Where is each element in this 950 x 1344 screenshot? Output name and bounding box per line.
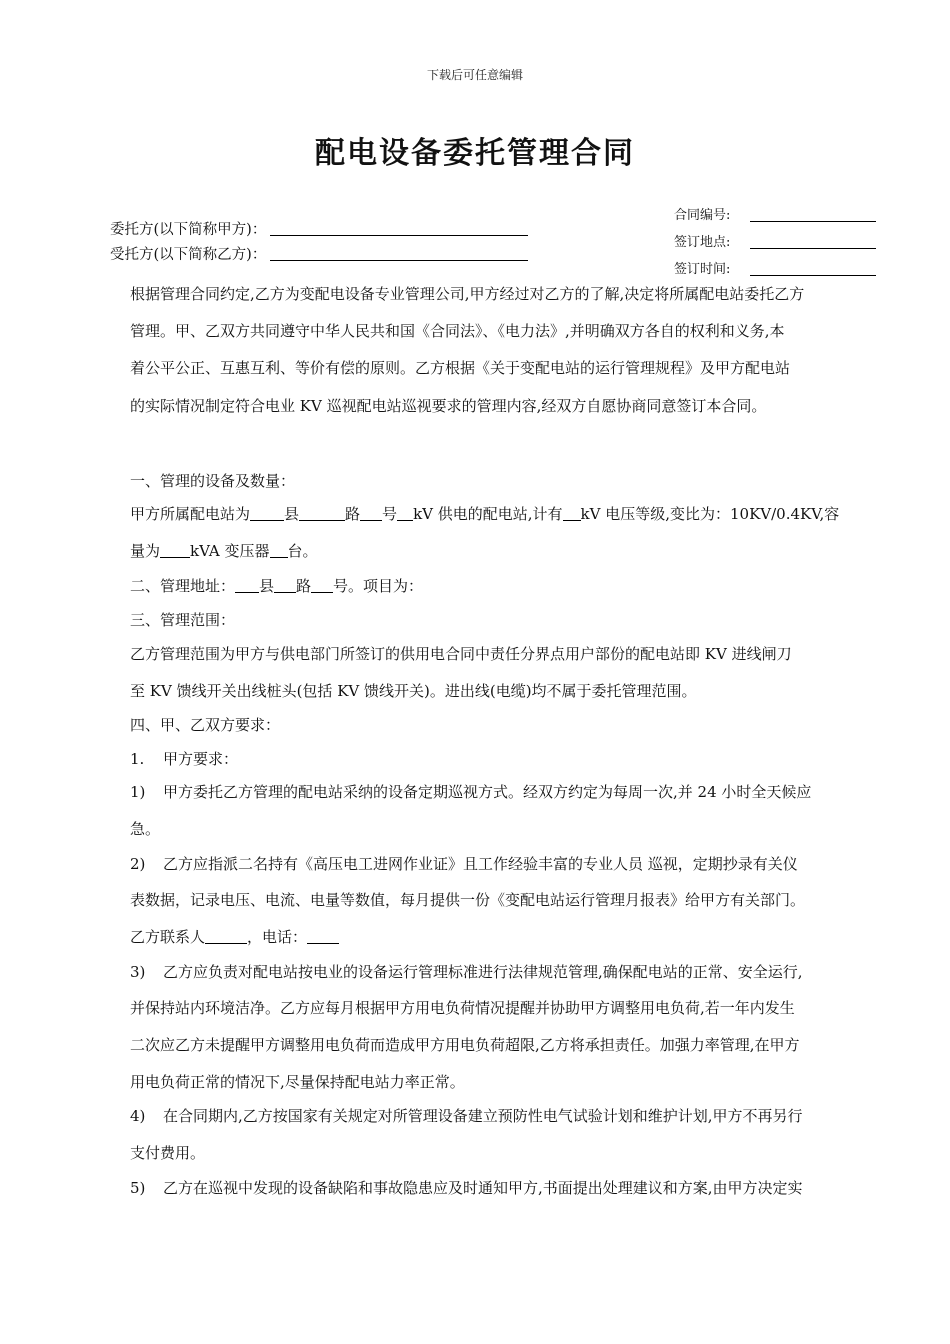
blank-phone[interactable] <box>307 929 339 944</box>
text: 乙方应指派二名持有《高压电工进网作业证》且工作经验丰富的专业人员 巡视，定期抄录有关仪 <box>163 855 798 873</box>
item-4-line-1 <box>130 1106 890 1126</box>
sign-time-label: 签订时间: <box>674 262 731 277</box>
text: 路 <box>296 577 312 595</box>
party-b-label: 受托方(以下简称乙方)： <box>110 247 267 263</box>
header-note: 下载后可任意编辑 <box>426 68 523 82</box>
blank-address-road[interactable] <box>274 578 296 593</box>
item-3-line-1 <box>130 962 890 982</box>
text: 二、管理地址： <box>130 577 236 595</box>
blank-address-number[interactable] <box>311 578 333 593</box>
sign-place-label: 签订地点: <box>674 235 731 250</box>
section-3-heading: 三、管理范围： <box>130 611 236 629</box>
blank-road[interactable] <box>299 506 345 521</box>
sign-time-blank[interactable] <box>750 275 876 276</box>
intro-line-4: 的实际情况制定符合电业 KV 巡视配电站巡视要求的管理内容,经双方自愿协商同意签订本合同。 <box>130 397 767 415</box>
list-number: 4) <box>130 1107 146 1125</box>
section-1-line-1 <box>130 504 890 524</box>
section-1-heading: 一、管理的设备及数量： <box>130 472 296 490</box>
blank-kva[interactable] <box>160 543 190 558</box>
party-a-label: 委托方(以下简称甲方)： <box>110 222 267 238</box>
text: 县 <box>284 505 300 523</box>
party-b-row <box>110 243 528 264</box>
item-3-line-3: 二次应乙方未提醒甲方调整用电负荷而造成甲方用电负荷超限,乙方将承担责任。加强力率管理,在甲方 <box>130 1036 800 1054</box>
text: 甲方委托乙方管理的配电站采纳的设备定期巡视方式。经双方约定为每周一次,并 24 小时全天候应 <box>163 783 812 801</box>
item-3-line-2: 并保持站内环境洁净。乙方应每月根据甲方用电负荷情况提醒并协助甲方调整用电负荷,若一年内发生 <box>130 999 795 1017</box>
item-2-line-3 <box>130 927 890 947</box>
contract-no-row <box>674 204 730 223</box>
text: ，电话： <box>247 928 308 946</box>
text: kV 供电的配电站,计有 <box>413 505 563 523</box>
text: kV 电压等级,变比为：10KV/0.4KV,容 <box>580 505 840 523</box>
text: 号 <box>382 505 398 523</box>
text: 县 <box>259 577 275 595</box>
item-3-line-4: 用电负荷正常的情况下,尽量保持配电站力率正常。 <box>130 1073 465 1091</box>
item-4-line-2: 支付费用。 <box>130 1144 206 1162</box>
document-title: 配电设备委托管理合同 <box>315 136 635 171</box>
blank-contact-person[interactable] <box>205 929 247 944</box>
item-2-line-2: 表数据，记录电压、电流、电量等数值，每月提供一份《变配电站运行管理月报表》给甲方有关部门。 <box>130 891 806 909</box>
blank-address-county[interactable] <box>235 578 259 593</box>
section-4-sub-1 <box>130 749 890 769</box>
intro-line-3: 着公平公正、互惠互利、等价有偿的原则。乙方根据《关于变配电站的运行管理规程》及甲方配电站 <box>130 359 791 377</box>
party-a-row <box>110 218 528 239</box>
item-2-line-1 <box>130 854 890 874</box>
blank-county[interactable] <box>250 506 284 521</box>
list-number: 2) <box>130 855 146 873</box>
text: 台。 <box>287 542 318 560</box>
section-4-heading: 四、甲、乙双方要求： <box>130 716 281 734</box>
blank-kv-supply[interactable] <box>397 506 413 521</box>
section-1-line-2 <box>130 541 890 561</box>
text: 甲方要求： <box>163 750 239 768</box>
blank-number[interactable] <box>360 506 382 521</box>
section-3-line-1: 乙方管理范围为甲方与供电部门所签订的供用电合同中责任分界点用户部份的配电站即 KV 进线闸刀 <box>130 645 792 663</box>
blank-transformer-count[interactable] <box>270 543 288 558</box>
intro-line-2: 管理。甲、乙双方共同遵守中华人民共和国《合同法》、《电力法》,并明确双方各自的权利和义务,本 <box>130 322 785 340</box>
text: kVA 变压器 <box>190 542 270 560</box>
item-1-line-2: 急。 <box>130 820 161 838</box>
party-a-blank[interactable] <box>270 221 528 236</box>
sign-place-row <box>674 231 730 250</box>
sign-time-row <box>674 258 730 277</box>
list-number: 1. <box>130 750 145 768</box>
text: 乙方在巡视中发现的设备缺陷和事故隐患应及时通知甲方,书面提出处理建议和方案,由甲方决定实 <box>163 1179 803 1197</box>
text: 乙方联系人 <box>130 928 206 946</box>
intro-line-1: 根据管理合同约定,乙方为变配电设备专业管理公司,甲方经过对乙方的了解,决定将所属配电站委托乙方 <box>130 285 805 303</box>
text: 号。项目为： <box>333 577 424 595</box>
contract-no-label: 合同编号: <box>674 208 731 223</box>
item-5-line-1 <box>130 1178 890 1198</box>
text: 在合同期内,乙方按国家有关规定对所管理设备建立预防性电气试验计划和维护计划,甲方不再另行 <box>163 1107 803 1125</box>
list-number: 3) <box>130 963 146 981</box>
contract-no-blank[interactable] <box>750 221 876 222</box>
list-number: 1) <box>130 783 146 801</box>
party-b-blank[interactable] <box>270 246 528 261</box>
text: 量为 <box>130 542 161 560</box>
text: 乙方应负责对配电站按电业的设备运行管理标准进行法律规范管理,确保配电站的正常、安全运行, <box>163 963 803 981</box>
blank-kv-level[interactable] <box>563 506 581 521</box>
text: 路 <box>345 505 361 523</box>
section-3-line-2: 至 KV 馈线开关出线桩头(包括 KV 馈线开关)。进出线(电缆)均不属于委托管理范围。 <box>130 682 697 700</box>
text: 甲方所属配电站为 <box>130 505 251 523</box>
item-1-line-1 <box>130 782 890 802</box>
list-number: 5) <box>130 1179 146 1197</box>
sign-place-blank[interactable] <box>750 248 876 249</box>
section-2-line <box>130 576 890 596</box>
